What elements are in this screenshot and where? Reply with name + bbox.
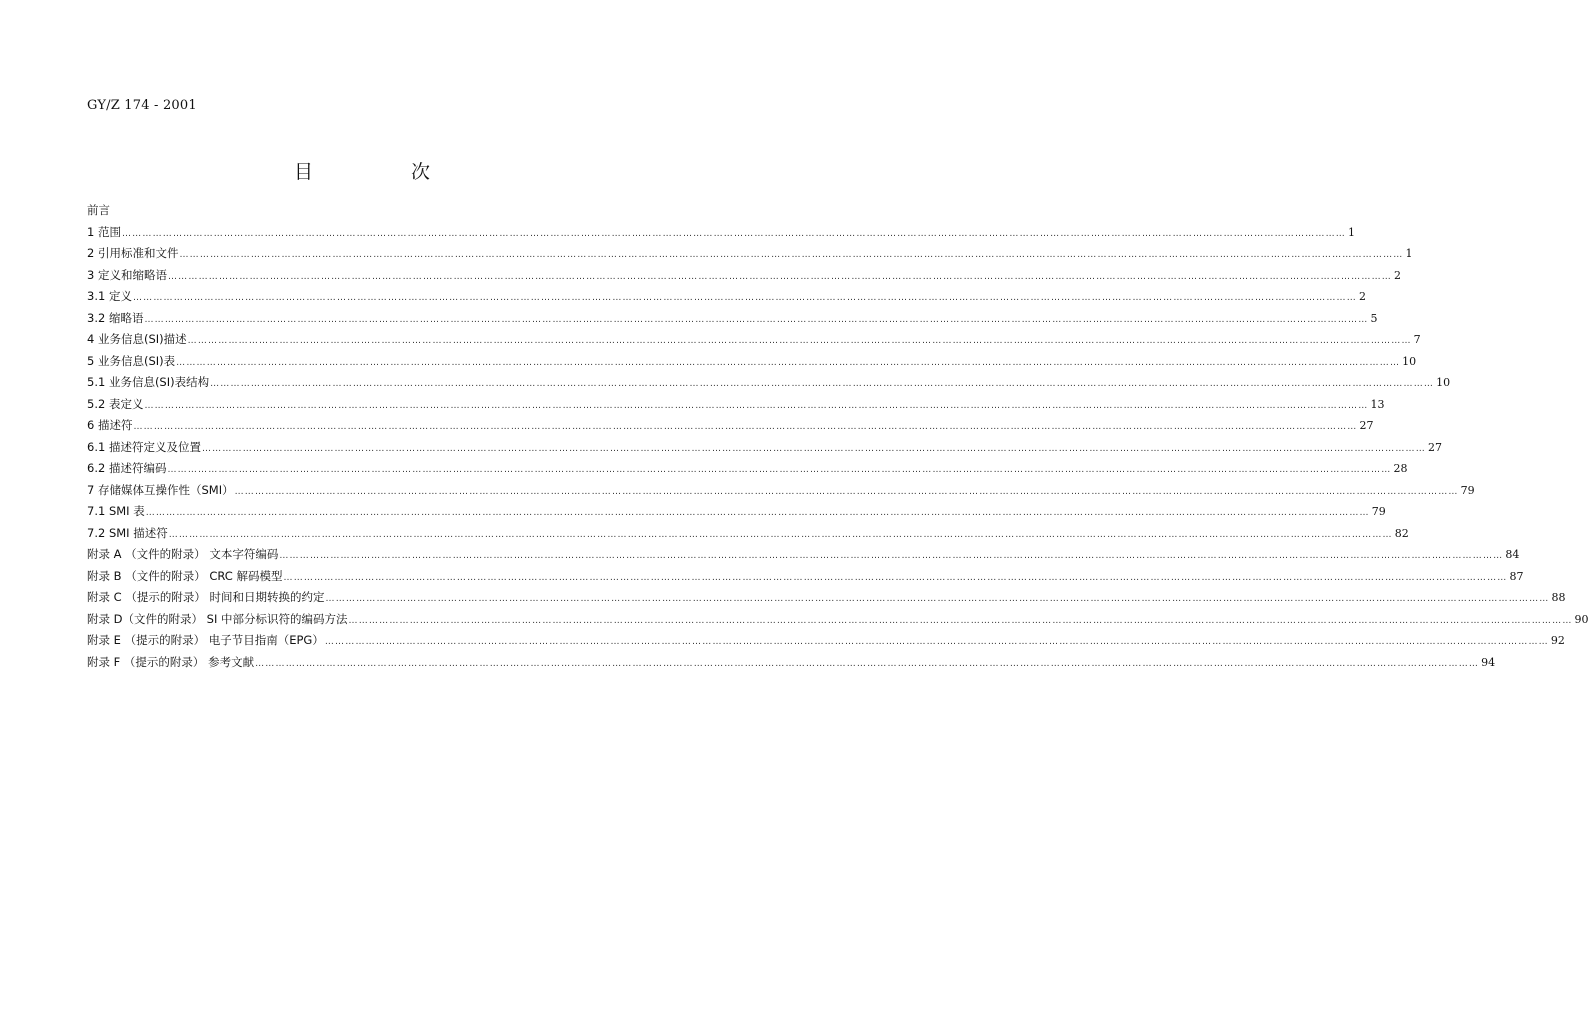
toc-entry[interactable] xyxy=(87,351,1417,373)
toc-dot-leader: ……………………………………………………………………………………………………………………………………………………………………………………………………………………………………………………………………………………………………………………………… xyxy=(234,486,1459,497)
toc-entry-label: 7.2 SMI 描述符 xyxy=(87,525,168,540)
toc-dot-leader: ……………………………………………………………………………………………………………………………………………………………………………………………………………………………………………………………………………………………………………………………… xyxy=(132,293,1357,303)
toc-dot-leader: ……………………………………………………………………………………………………………………………………………………………………………………………………………………………………………………………………………………………………………………………… xyxy=(168,529,1393,540)
toc-entry-page-number: 1 xyxy=(1405,247,1413,260)
toc-dot-leader: ……………………………………………………………………………………………………………………………………………………………………………………………………………………………………………………………………………………………………………………………… xyxy=(144,314,1369,325)
toc-entry[interactable] xyxy=(87,437,1442,459)
toc-entry-page-number: 90 xyxy=(1574,612,1589,626)
toc-dot-leader: ……………………………………………………………………………………………………………………………………………………………………………………………………………………………………………………………………………………………………………………………… xyxy=(324,637,1549,647)
toc-entry-label: 附录 F （提示的附录） 参考文献 xyxy=(87,654,255,669)
toc-entry[interactable] xyxy=(87,286,1366,308)
toc-dot-leader: ……………………………………………………………………………………………………………………………………………………………………………………………………………………………………………………………………………………………………………………………… xyxy=(325,594,1550,604)
toc-dot-leader: ……………………………………………………………………………………………………………………………………………………………………………………………………………………………………………………………………………………………………………………………… xyxy=(255,658,1480,669)
toc-entry-page-number: 82 xyxy=(1394,526,1409,540)
toc-entry[interactable] xyxy=(87,308,1378,330)
toc-entry-label: 4 业务信息(SI)描述 xyxy=(87,332,187,346)
toc-entry[interactable] xyxy=(87,630,1565,652)
toc-dot-leader: ……………………………………………………………………………………………………………………………………………………………………………………………………………………………………………………………………………………………………………………………… xyxy=(179,250,1404,260)
toc-entry-page-number: 10 xyxy=(1436,376,1451,389)
toc-entry[interactable] xyxy=(87,523,1409,545)
toc-entry-label: 7 存储媒体互操作性（SMI） xyxy=(87,482,234,497)
toc-entry-page-number: 84 xyxy=(1505,548,1520,561)
toc-entry-label: 5.1 业务信息(SI)表结构 xyxy=(87,375,210,389)
toc-entry-label: 7.1 SMI 表 xyxy=(87,504,145,518)
toc-entry[interactable] xyxy=(87,566,1524,588)
toc-dot-leader: ……………………………………………………………………………………………………………………………………………………………………………………………………………………………………………………………………………………………………………………………… xyxy=(167,465,1392,475)
toc-entry-page-number: 7 xyxy=(1413,333,1421,346)
toc-entry-page-number: 87 xyxy=(1509,569,1524,583)
table-of-contents xyxy=(87,200,1589,673)
toc-dot-leader: ……………………………………………………………………………………………………………………………………………………………………………………………………………………………………………………………………………………………………………………………… xyxy=(348,615,1573,626)
toc-entry-label: 3 定义和缩略语 xyxy=(87,267,167,282)
toc-entry-page-number: 27 xyxy=(1359,419,1374,432)
toc-entry-label: 1 范围 xyxy=(87,224,121,239)
toc-dot-leader: ……………………………………………………………………………………………………………………………………………………………………………………………………………………………………………………………………………………………………………………………… xyxy=(210,379,1435,389)
toc-entry-page-number: 79 xyxy=(1460,483,1475,497)
toc-entry-label: 5.2 表定义 xyxy=(87,396,144,411)
toc-entry[interactable] xyxy=(87,222,1355,244)
toc-entry[interactable] xyxy=(87,394,1385,416)
toc-entry-label: 附录 B （文件的附录） CRC 解码模型 xyxy=(87,568,283,583)
toc-entry[interactable] xyxy=(87,652,1496,674)
toc-entry[interactable] xyxy=(87,501,1386,523)
toc-dot-leader: ……………………………………………………………………………………………………………………………………………………………………………………………………………………………………………………………………………………………………………………………… xyxy=(121,228,1346,239)
toc-entry-label: 附录 E （提示的附录） 电子节目指南（EPG） xyxy=(87,633,324,647)
toc-dot-leader: ……………………………………………………………………………………………………………………………………………………………………………………………………………………………………………………………………………………………………………………………… xyxy=(283,572,1508,583)
toc-dot-leader: ……………………………………………………………………………………………………………………………………………………………………………………………………………………………………………………………………………………………………………………………… xyxy=(187,336,1412,346)
toc-entry-label: 附录 C （提示的附录） 时间和日期转换的约定 xyxy=(87,590,325,604)
toc-entry-label: 附录 A （文件的附录） 文本字符编码 xyxy=(87,547,279,561)
toc-entry[interactable] xyxy=(87,458,1408,480)
toc-entry[interactable] xyxy=(87,587,1566,609)
toc-entry-label: 6.2 描述符编码 xyxy=(87,461,167,475)
toc-dot-leader: ……………………………………………………………………………………………………………………………………………………………………………………………………………………………………………………………………………………………………………………………… xyxy=(201,443,1426,454)
toc-entry-page-number: 10 xyxy=(1402,354,1417,368)
toc-entry[interactable] xyxy=(87,329,1421,351)
toc-entry-page-number: 27 xyxy=(1427,440,1442,454)
toc-entry-label: 6 描述符 xyxy=(87,418,133,432)
toc-entry-page-number: 28 xyxy=(1393,462,1408,475)
toc-entry-page-number: 13 xyxy=(1370,397,1385,411)
toc-entry-page-number: 92 xyxy=(1550,634,1565,647)
toc-entry-page-number: 88 xyxy=(1551,591,1566,604)
toc-entry[interactable] xyxy=(87,415,1374,437)
toc-dot-leader: ……………………………………………………………………………………………………………………………………………………………………………………………………………………………………………………………………………………………………………………………… xyxy=(167,271,1392,282)
toc-entry[interactable] xyxy=(87,480,1475,502)
toc-entry-page-number: 94 xyxy=(1481,655,1496,669)
toc-entry[interactable] xyxy=(87,200,655,222)
toc-entry-page-number: 2 xyxy=(1393,268,1401,282)
toc-dot-leader: ……………………………………………………………………………………………………………………………………………………………………………………………………………………………………………………………………………………………………………………………… xyxy=(176,357,1401,368)
standard-code: GY/Z 174 - 2001 xyxy=(87,98,197,113)
toc-entry-label: 5 业务信息(SI)表 xyxy=(87,353,176,368)
toc-entry-label: 6.1 描述符定义及位置 xyxy=(87,439,201,454)
toc-dot-leader: ……………………………………………………………………………………………………………………………………………………………………………………………………………………………………………………………………………………………………………………………… xyxy=(279,551,1504,561)
toc-dot-leader: ……………………………………………………………………………………………………………………………………………………………………………………………………………………………………………………………………………………………………………………………… xyxy=(144,400,1369,411)
toc-entry-page-number: 1 xyxy=(1347,225,1355,239)
toc-entry-page-number: 5 xyxy=(1370,311,1378,325)
toc-entry[interactable] xyxy=(87,265,1401,287)
toc-entry-page-number: 79 xyxy=(1371,505,1386,518)
toc-entry[interactable] xyxy=(87,372,1451,394)
toc-entry-label: 3.1 定义 xyxy=(87,289,132,303)
toc-entry-label: 2 引用标准和文件 xyxy=(87,246,179,260)
toc-dot-leader: ……………………………………………………………………………………………………………………………………………………………………………………………………………………………………………………………………………………………………………………………… xyxy=(133,422,1358,432)
toc-dot-leader: ……………………………………………………………………………………………………………………………………………………………………………………………………………………………………………………………………………………………………………………………… xyxy=(145,508,1370,518)
toc-entry[interactable] xyxy=(87,609,1589,631)
toc-entry[interactable] xyxy=(87,544,1520,566)
toc-entry-label: 附录 D（文件的附录） SI 中部分标识符的编码方法 xyxy=(87,611,348,626)
toc-entry-label: 前言 xyxy=(87,203,110,217)
toc-entry[interactable] xyxy=(87,243,1413,265)
toc-entry-label: 3.2 缩略语 xyxy=(87,310,144,325)
toc-entry-page-number: 2 xyxy=(1358,290,1366,303)
toc-title: 目 次 xyxy=(293,161,477,183)
